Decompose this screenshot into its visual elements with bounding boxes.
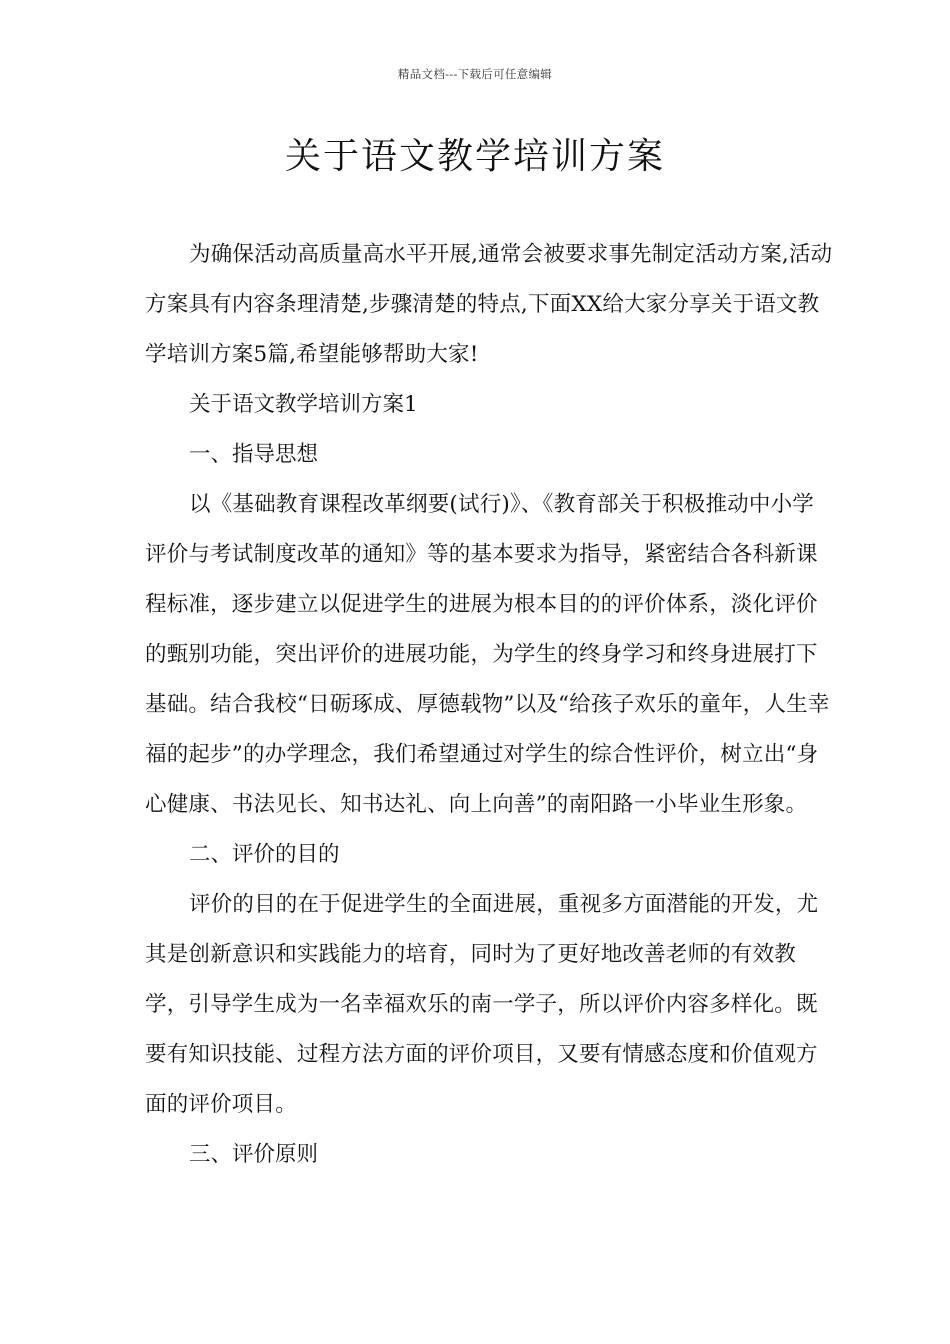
paragraph-evaluation-purpose: 评价的目的在于促进学生的全面进展，重视多方面潜能的开发，尤其是创新意识和实践能力的培育，同时为了更好地改善老师的有效教学，引导学生成为一名幸福欢乐的南一学子，所以评价内容多样化。既要有知识技能、过程方法方面的评价项目，又要有情感态度和价值观方面的评价项目。 [145,892,819,1117]
document-body [145,230,835,1180]
section-title: 关于语文教学培训方案1 [189,392,418,417]
section-heading-evaluation-purpose: 二、评价的目的 [189,842,340,867]
section-heading-guiding-ideology: 一、指导思想 [189,442,319,467]
page-title: 关于语文教学培训方案 [284,136,665,177]
section-heading-evaluation-principles: 三、评价原则 [189,1142,319,1167]
paragraph-guiding-ideology: 以《基础教育课程改革纲要(试行)》、《教育部关于积极推动中小学评价与考试制度改革的通知》等的基本要求为指导，紧密结合各科新课程标准，逐步建立以促进学生的进展为根本目的的评价体系，淡化评价的甄别功能，突出评价的进展功能，为学生的终身学习和终身进展打下基础。结合我校“日砺琢成、厚德载物”以及“给孩子欢乐的童年，人生幸福的起步”的办学理念，我们希望通过对学生的综合性评价，树立出“身心健康、书法见长、知书达礼、向上向善”的南阳路一小毕业生形象。 [145,492,830,817]
header-note: 精品文档---下载后可任意编辑 [397,67,553,81]
intro-paragraph: 为确保活动高质量高水平开展,通常会被要求事先制定活动方案,活动方案具有内容条理清楚,步骤清楚的特点,下面XX给大家分享关于语文教学培训方案5篇,希望能够帮助大家! [145,242,833,367]
